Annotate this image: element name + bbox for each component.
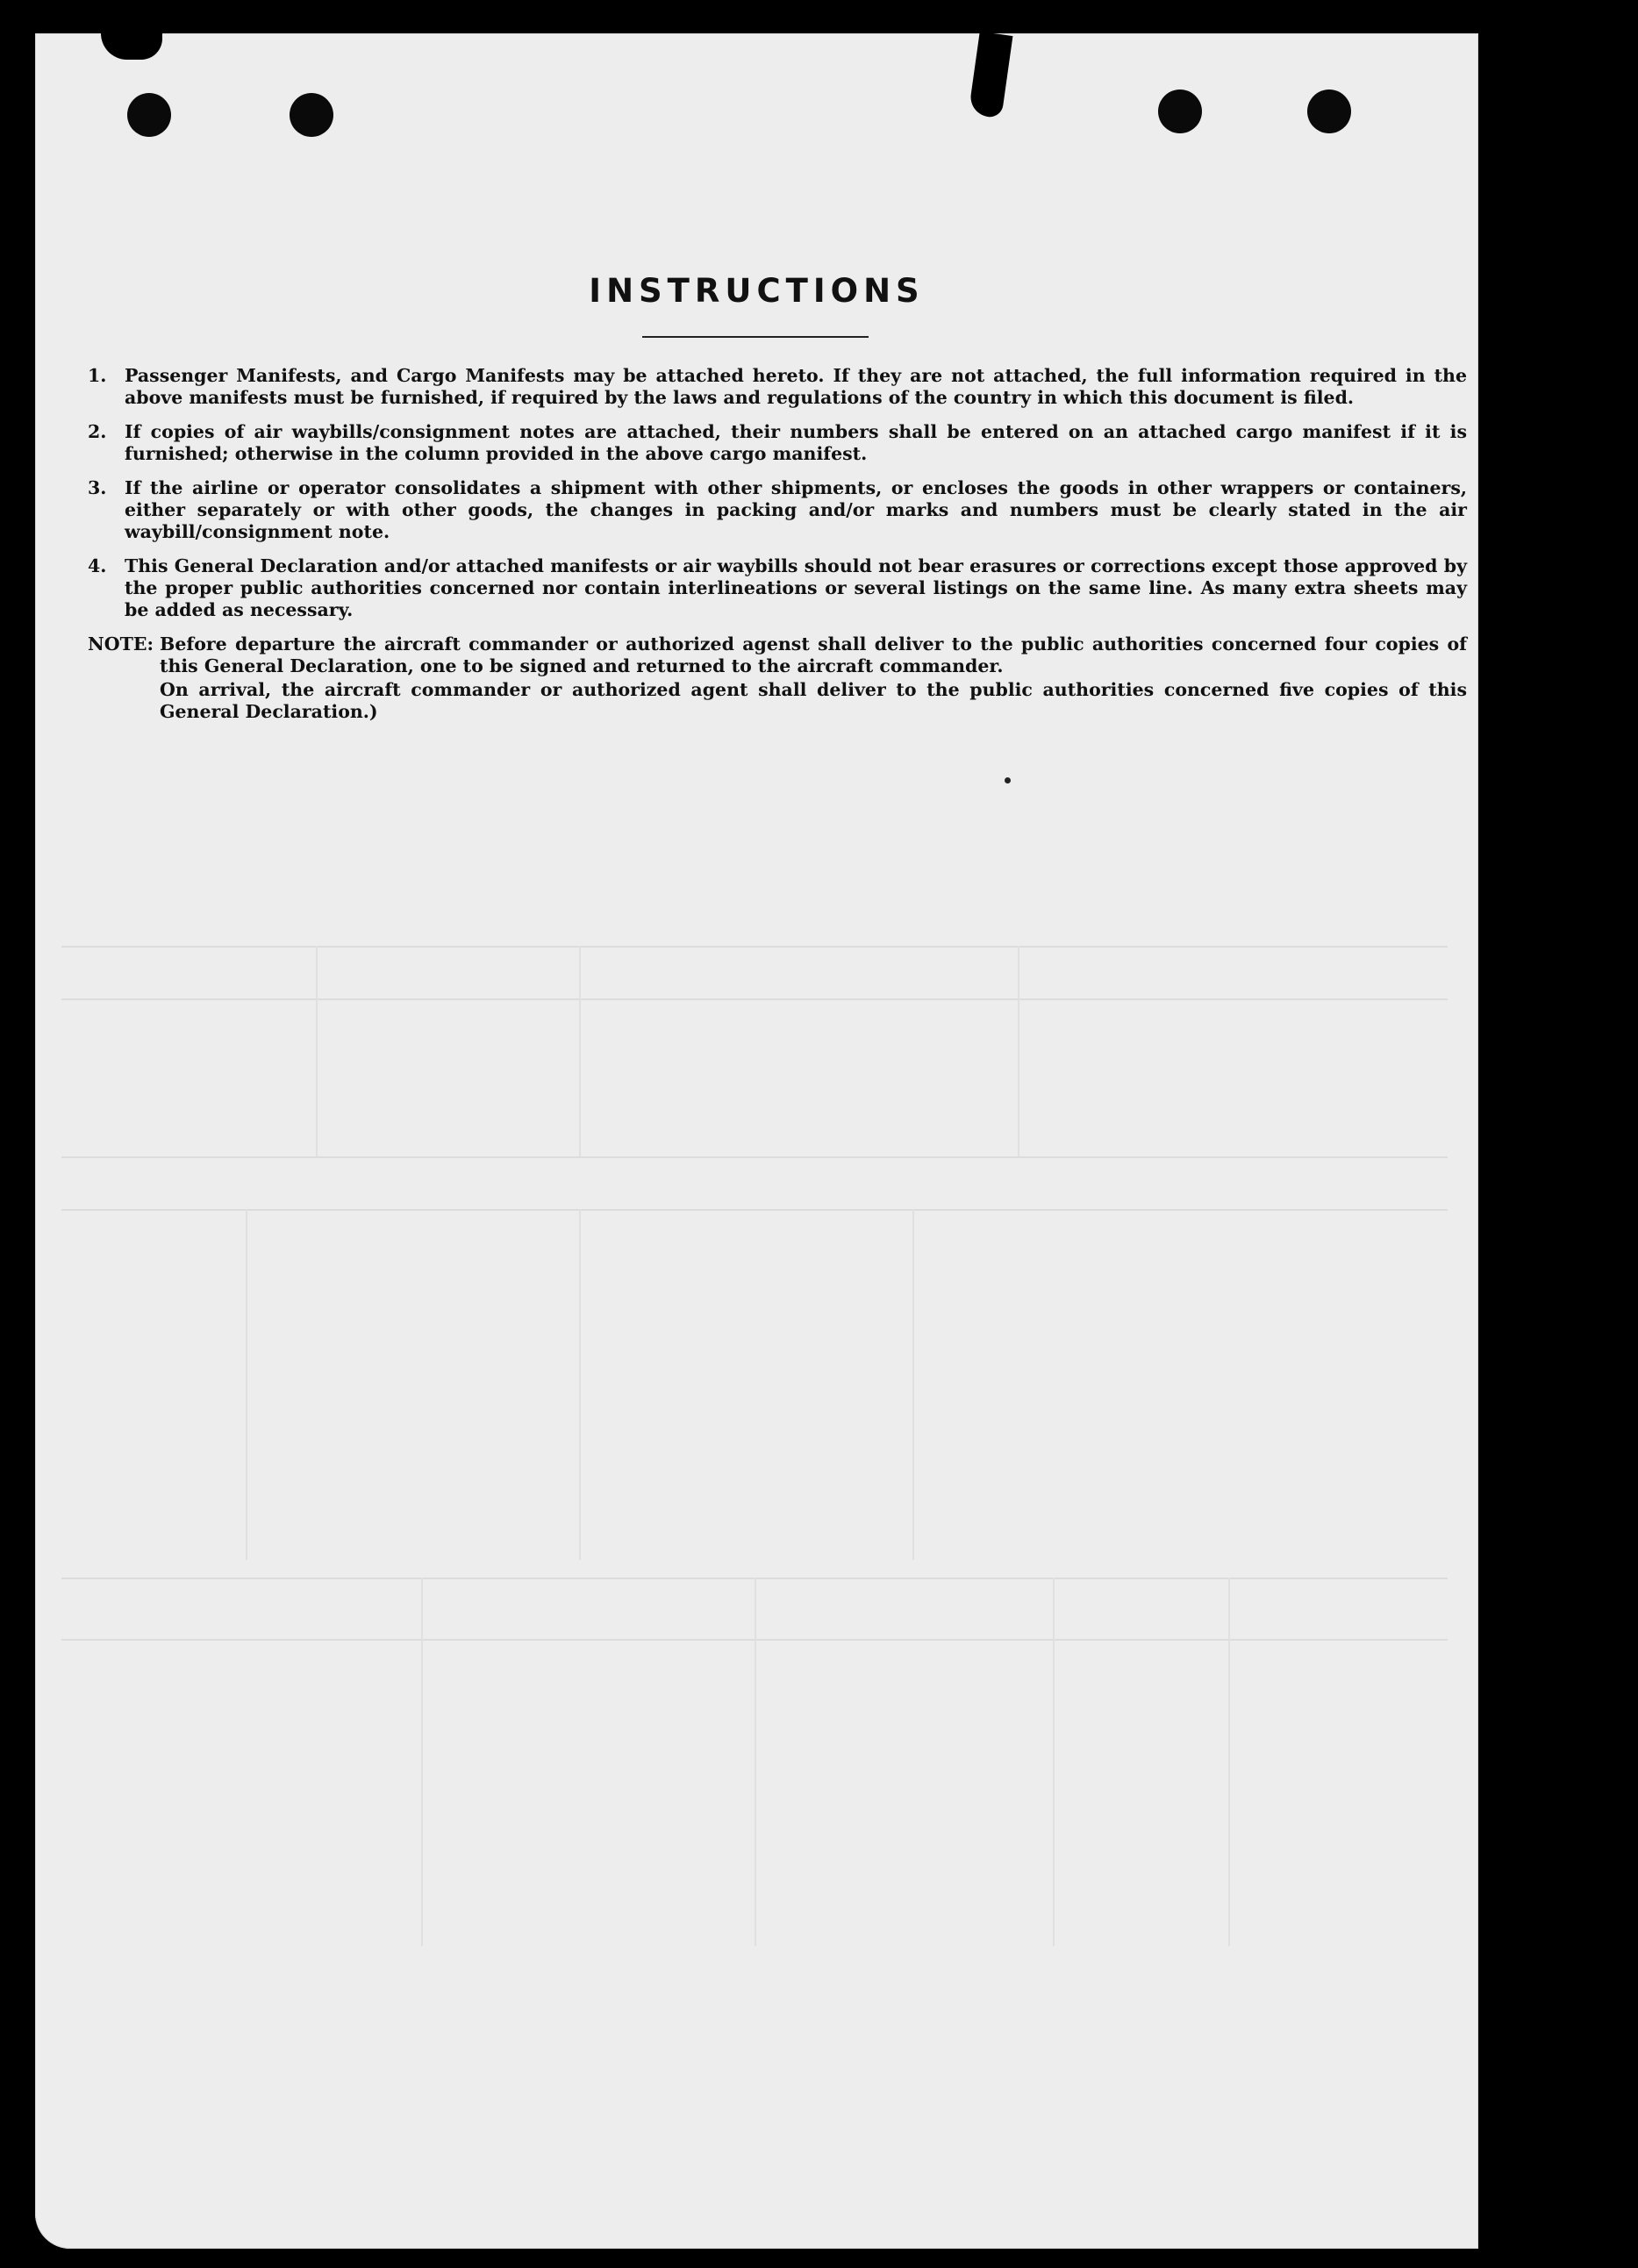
- note-label: NOTE:: [88, 633, 154, 655]
- instruction-item: [88, 477, 1467, 543]
- instruction-text: If copies of air waybills/consignment notes are attached, their numbers shall be entered on an attached cargo manifest if it is furnished; otherwise in the column provided in the above cargo manifest.: [125, 421, 1467, 464]
- note-text: Before departure the aircraft commander or authorized agenst shall deliver to the public authorities concerned four copies of this General Declaration, one to be signed and returned to the aircraft commander.: [160, 633, 1467, 676]
- note-item: [88, 633, 1467, 677]
- document-title: INSTRUCTIONS: [589, 272, 925, 310]
- instruction-number: 3.: [88, 477, 107, 498]
- paper-tear: [969, 32, 1013, 118]
- instruction-number: 4.: [88, 555, 107, 576]
- instruction-number: 1.: [88, 365, 107, 386]
- instruction-item: [88, 365, 1467, 409]
- punch-hole: [290, 93, 333, 137]
- document-page: [35, 33, 1478, 2249]
- paper-tear: [101, 33, 162, 60]
- instruction-item: [88, 421, 1467, 465]
- instruction-item: [88, 555, 1467, 621]
- punch-hole: [1158, 89, 1202, 133]
- instruction-text: If the airline or operator consolidates a shipment with other shipments, or encloses the goods in other wrappers or containers, either separately or with other goods, the changes in packing and/or marks and numbers must be clearly stated in the air waybill/consignment note.: [125, 477, 1467, 542]
- instruction-text: This General Declaration and/or attached manifests or air waybills should not bear erasures or corrections except those approved by the proper public authorities concerned nor contain interlineations or several listings on the same line. As many extra sheets may be added as necessary.: [125, 555, 1467, 620]
- note-arrival-text: On arrival, the aircraft commander or authorized agent shall deliver to the public authorities concerned five copies of this General Declaration.): [160, 679, 1467, 722]
- instruction-text: Passenger Manifests, and Cargo Manifests may be attached hereto. If they are not attached, the full information required in the above manifests must be furnished, if required by the laws and regulations of the country in which this document is filed.: [125, 365, 1467, 408]
- title-underline: [642, 336, 869, 338]
- punch-hole: [1307, 89, 1351, 133]
- ink-speck: [1005, 777, 1011, 783]
- punch-hole: [127, 93, 171, 137]
- instructions-list: [88, 365, 1467, 723]
- instruction-number: 2.: [88, 421, 107, 442]
